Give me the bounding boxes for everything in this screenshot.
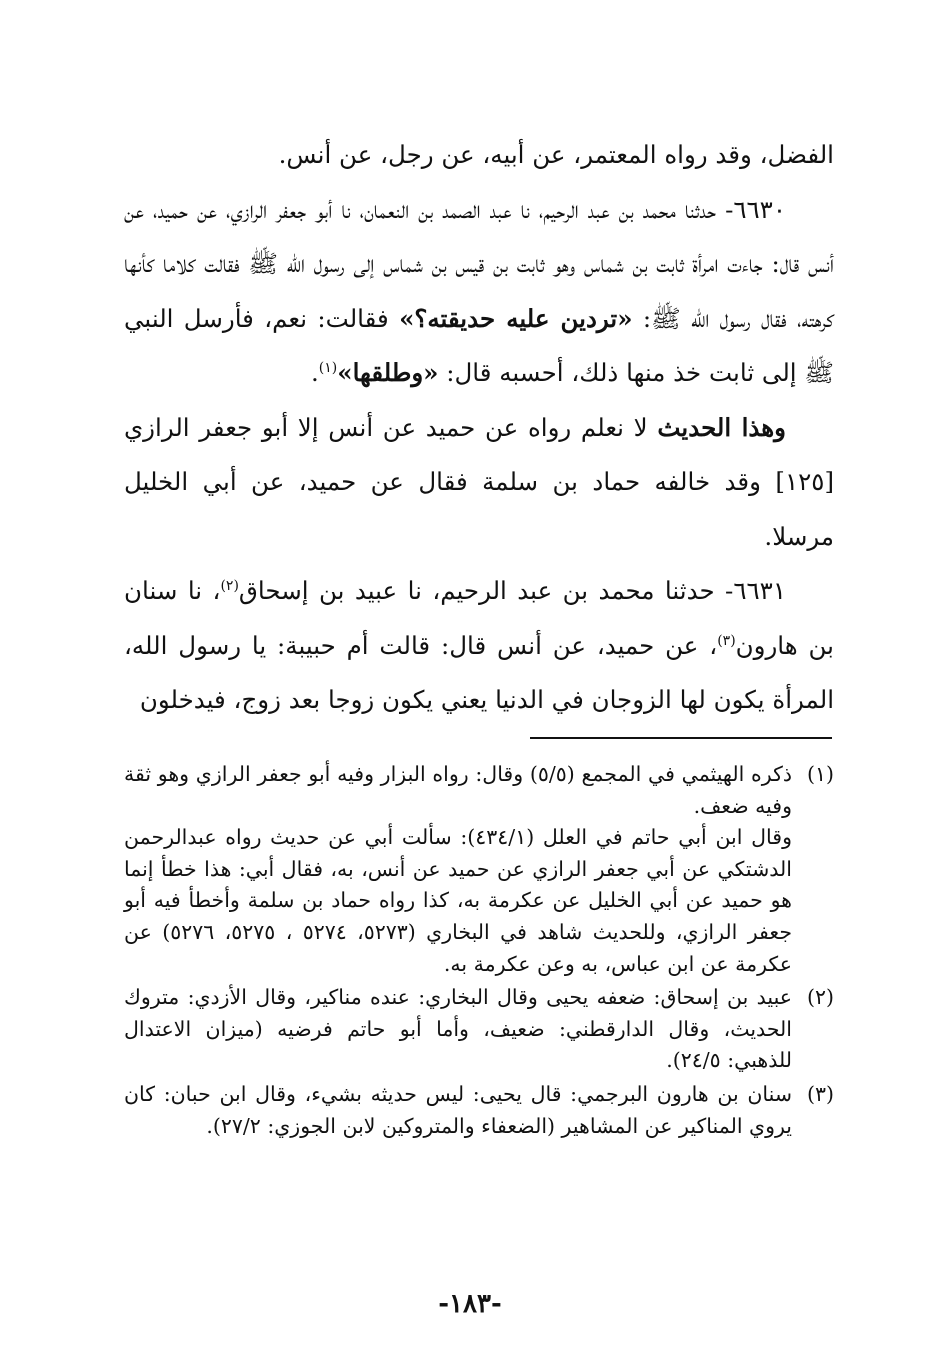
footnote-paragraph: ذكره الهيثمي في المجمع (٥/٥) وقال: رواه البزار وفيه أبو جعفر الرازي وهو ثقة وفيه ضعف. (124, 762, 792, 818)
footnote-paragraph: وقال ابن أبي حاتم في العلل (٤٣٤/١): سألت أبي عن حديث رواه عبدالرحمن الدشتكي عن أبي جعفر الرازي عن حميد عن أنس، به، فقال أبي: هذا خطأ إنما هو حميد عن أبي الخليل عن عكرمة به، كذا رواه حماد بن سلمة وأخطأ فيه أبو جعفر الرازي، وللحديث شاهد في البخاري (٥٢٧٣، ٥٢٧٤ ، ٥٢٧٥، ٥٢٧٦) عن عكرمة عن ابن عباس، به وعن عكرمة به. (124, 825, 792, 976)
hadith-6631-part-b: ، نا سنان بن هارون (124, 576, 835, 660)
footnote-paragraph: عبيد بن إسحاق: ضعفه يحيى وقال البخاري: عنده مناكير، وقال الأزدي: متروك الحديث، وقال الدارقطني: ضعيف، وأما أبو حاتم فرضيه (ميزان الاعتدال للذهبي: ٢٤/٥). (124, 985, 792, 1073)
footnote-separator (530, 737, 832, 739)
commentary-bold-lead: وهذا الحديث (657, 412, 786, 442)
footnote-3 (124, 1079, 834, 1142)
hadith-6630-mid: فقالت: نعم، فأرسل النبي ﷺ إلى ثابت خذ منها ذلك، أحسبه قال: (124, 303, 834, 387)
footnote-ref-3[interactable]: (٣) (717, 632, 736, 649)
footnote-1 (124, 759, 834, 980)
commentary-paragraph (124, 401, 834, 565)
hadith-6630-end: . (310, 358, 319, 387)
hadith-6630-quote: «تردين عليه حديقته؟» (399, 303, 633, 333)
footnote-2 (124, 982, 834, 1077)
hadith-6631-part-a: ٦٦٣١- حدثنا محمد بن عبد الرحيم، نا عبيد بن إسحاق (238, 576, 786, 605)
hadith-6630-quote2: «وطلقها» (337, 358, 439, 387)
hadith-6631 (124, 564, 834, 728)
footnote-number: (١) (806, 762, 834, 786)
commentary-text: لا نعلم رواه عن حميد عن أنس إلا أبو جعفر الرازي [١٢٥] وقد خالفه حماد بن سلمة فقال عن حميد، عن أبي الخليل مرسلا. (124, 412, 834, 551)
hadith-6630 (124, 183, 834, 401)
page-number: -١٨٣- (438, 1289, 502, 1319)
footnote-number: (٢) (806, 985, 834, 1010)
footnote-ref-2[interactable]: (٢) (220, 577, 239, 594)
hadith-6631-part-c: ، عن حميد، عن أنس قال: قالت أم حبيبة: يا رسول الله، المرأة يكون لها الزوجان في الدنيا يعني يكون زوجا بعد زوج، فيدخلون (124, 630, 834, 714)
footnote-ref-1[interactable]: (١) (318, 359, 338, 376)
hadith-6630-text: ٦٦٣٠- حدثنا محمد بن عبد الرحيم، نا عبد الصمد بن النعمان، نا أبو جعفر الرازي، عن حميد، عن أنس قال: جاءت امرأة ثابت بن شماس وهو ثابت بن قيس بن شماس إلى رسول الله ﷺ فقالت كلاما كأنها كرهته، فقال رسول الله ﷺ: (124, 194, 834, 333)
footnotes (124, 759, 834, 1144)
paragraph-continuation: الفضل، وقد رواه المعتمر، عن أبيه، عن رجل، عن أنس. (278, 140, 834, 169)
main-text (124, 128, 834, 728)
footnote-paragraph: سنان بن هارون البرجمي: قال يحيى: ليس حديثه بشيء، وقال ابن حبان: كان يروي المناكير عن المشاهير (الضعفاء والمتروكين لابن الجوزي: ٢٧/٢). (124, 1081, 792, 1138)
footnote-number: (٣) (806, 1081, 834, 1106)
